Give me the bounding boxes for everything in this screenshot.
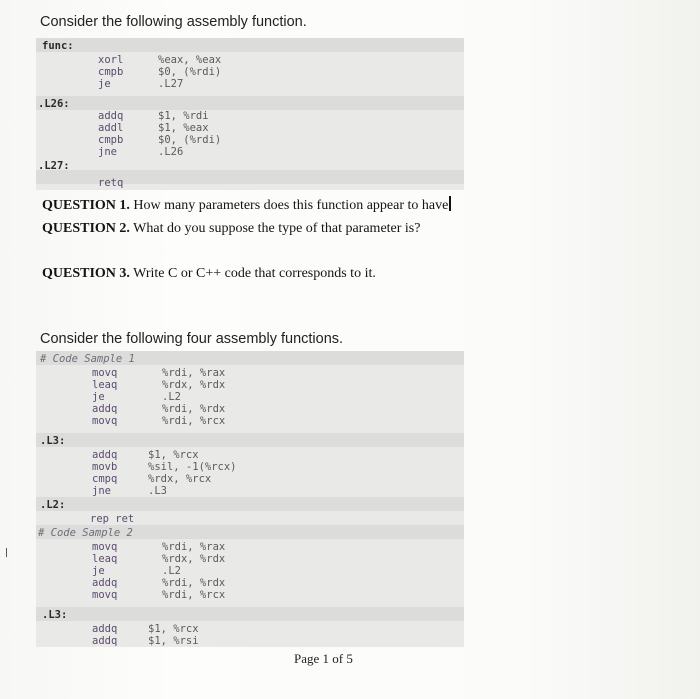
instr-mnemonic: addq — [92, 577, 118, 589]
instr-operands: .L2 — [162, 565, 181, 577]
instr-mnemonic: je — [92, 391, 105, 403]
instr-mnemonic: xorl — [98, 54, 124, 66]
instr-mnemonic: leaq — [92, 379, 118, 391]
instr-mnemonic: je — [98, 78, 111, 90]
instr-operands: .L2 — [162, 391, 181, 403]
instr-mnemonic: movq — [92, 367, 118, 379]
instr-mnemonic: cmpb — [98, 134, 124, 146]
func-label: func: — [42, 40, 74, 52]
margin-mark — [6, 548, 7, 557]
question-number: QUESTION 1. — [42, 198, 130, 213]
instr-operands: $1, %rcx — [148, 623, 199, 635]
instr-mnemonic: addq — [92, 449, 118, 461]
instr-operands: %rdi, %rdx — [162, 577, 226, 589]
instr-operands: %rdi, %rcx — [162, 415, 226, 427]
instr-operands: $0, (%rdi) — [158, 66, 222, 78]
instr-operands: %eax, %eax — [158, 54, 222, 66]
code-band — [36, 497, 464, 511]
instr-mnemonic: addl — [98, 122, 124, 134]
code-band — [36, 433, 464, 447]
label-l3: .L3: — [42, 609, 68, 621]
instr-mnemonic: addq — [92, 635, 118, 647]
instr-operands: $1, %eax — [158, 122, 209, 134]
instr-mnemonic: retq — [98, 177, 124, 189]
question-text: What do you suppose the type of that parameter is? — [133, 221, 421, 236]
comment-sample-1: # Code Sample 1 — [40, 353, 135, 365]
label-l2: .L2: — [40, 499, 66, 511]
text-cursor — [449, 196, 451, 211]
instr-mnemonic: movq — [92, 415, 118, 427]
instr-operands: %rdx, %rcx — [148, 473, 212, 485]
instr-mnemonic: cmpq — [92, 473, 118, 485]
instr-operands: %rdx, %rdx — [162, 379, 226, 391]
comment-sample-2: # Code Sample 2 — [38, 527, 133, 539]
instr-operands: %sil, -1(%rcx) — [148, 461, 237, 473]
question-2 — [42, 221, 420, 237]
code-block-func — [36, 38, 464, 190]
instr-operands: .L26 — [158, 146, 184, 158]
label-l27: .L27: — [38, 160, 70, 172]
instr-mnemonic: movq — [92, 589, 118, 601]
label-l26: .L26: — [38, 98, 70, 110]
question-number: QUESTION 2. — [42, 221, 130, 236]
instr-operands: %rdi, %rdx — [162, 403, 226, 415]
section-heading-2: Consider the following four assembly functions. — [40, 331, 344, 347]
instr-operands: .L27 — [158, 78, 184, 90]
question-3 — [42, 266, 376, 282]
question-number: QUESTION 3. — [42, 266, 130, 281]
instr-operands: $1, %rcx — [148, 449, 199, 461]
instr-mnemonic: rep ret — [90, 513, 135, 525]
instr-operands: %rdi, %rcx — [162, 589, 226, 601]
code-band — [36, 96, 464, 110]
label-l3: .L3: — [40, 435, 66, 447]
instr-mnemonic: addq — [98, 110, 124, 122]
instr-mnemonic: cmpb — [98, 66, 124, 78]
page-number: Page 1 of 5 — [294, 651, 353, 666]
instr-mnemonic: addq — [92, 403, 118, 415]
instr-mnemonic: leaq — [92, 553, 118, 565]
instr-operands: %rdi, %rax — [162, 541, 226, 553]
instr-mnemonic: jne — [92, 485, 111, 497]
section-heading-1: Consider the following assembly function. — [40, 14, 307, 30]
instr-operands: $1, %rdi — [158, 110, 209, 122]
instr-operands: %rdi, %rax — [162, 367, 226, 379]
instr-mnemonic: movb — [92, 461, 118, 473]
instr-operands: $0, (%rdi) — [158, 134, 222, 146]
instr-operands: $1, %rsi — [148, 635, 199, 647]
instr-mnemonic: movq — [92, 541, 118, 553]
instr-operands: %rdx, %rdx — [162, 553, 226, 565]
question-text: How many parameters does this function appear to have — [133, 198, 449, 213]
instr-mnemonic: jne — [98, 146, 117, 158]
question-1 — [42, 196, 451, 214]
code-band — [36, 38, 464, 52]
instr-operands: .L3 — [148, 485, 167, 497]
question-text: Write C or C++ code that corresponds to it. — [133, 266, 376, 281]
code-block-samples — [36, 351, 464, 647]
code-band — [36, 607, 464, 621]
instr-mnemonic: addq — [92, 623, 118, 635]
instr-mnemonic: je — [92, 565, 105, 577]
